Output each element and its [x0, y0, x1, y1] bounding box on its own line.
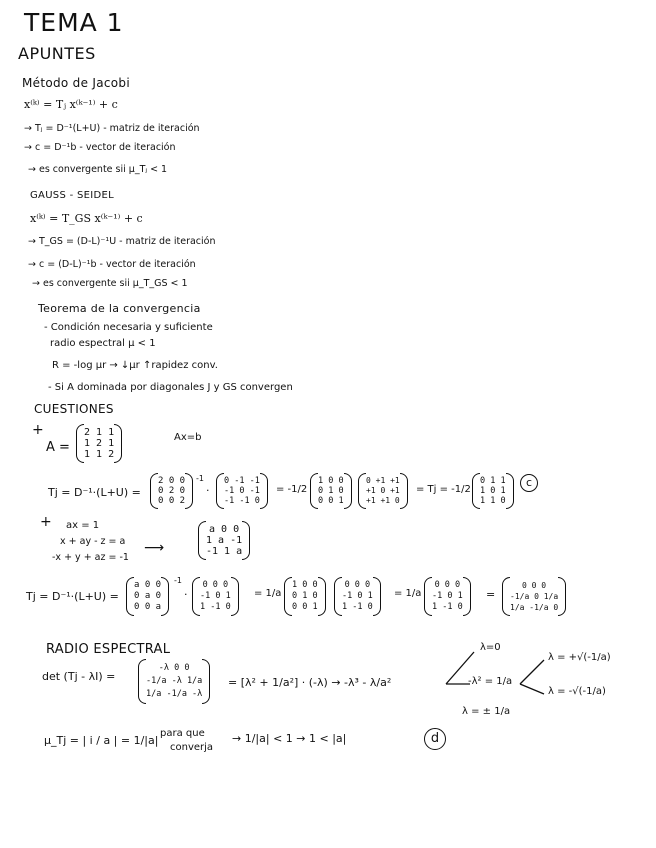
system-eq-2: x + ay - z = a [60, 536, 126, 547]
a-label: A = [46, 440, 70, 455]
mu-expression: μ_Tj = | i / a | = 1/|a| [44, 734, 159, 747]
answer-c-marker: c [520, 474, 538, 492]
tj2-matrix-lu: 0 0 0 -1 0 1 1 -1 0 [200, 580, 231, 613]
inverse-exp: -1 [196, 474, 204, 483]
matrix-lu-positive: 0 +1 +1 +1 0 +1 +1 +1 0 [366, 476, 400, 506]
tj2-dot: · [184, 588, 188, 601]
root-plus: λ = +√(-1/a) [548, 652, 611, 663]
tj2-matrix-d: a 0 0 0 a 0 0 0 a [134, 580, 161, 613]
gauss-heading: GAUSS - SEIDEL [30, 190, 114, 201]
plus-bullet-2: + [40, 514, 52, 530]
teorema-line-1: - Condición necesaria y suficiente [44, 322, 213, 333]
converja-label: converja [170, 742, 214, 753]
tj2-label: Tj = D⁻¹·(L+U) = [26, 590, 119, 603]
cuestiones-heading: CUESTIONES [34, 402, 114, 416]
branch-lambda-zero: λ=0 [480, 642, 501, 653]
dot-op: · [206, 484, 210, 497]
convergence-condition: → 1/|a| < 1 → 1 < |a| [232, 732, 347, 745]
tj2-matrix-final: 0 0 0 -1/a 0 1/a 1/a -1/a 0 [510, 580, 558, 613]
eq-half: = -1/2 [276, 484, 308, 495]
tj2-eq-2: = 1/a [394, 588, 422, 599]
gauss-line-3: → es convergente sii μ_T_GS < 1 [32, 278, 188, 289]
det-label: det (Tj - λI) = [42, 670, 116, 683]
plus-bullet: + [32, 422, 44, 438]
matrix-a: 2 1 1 1 2 1 1 1 2 [84, 427, 114, 460]
matrix-lu: 0 -1 -1 -1 0 -1 -1 -1 0 [224, 476, 260, 506]
system-arrow: ⟶ [144, 540, 165, 556]
branch-lambda-squared: -λ² = 1/a [468, 676, 513, 687]
tj2-exp: -1 [174, 576, 182, 585]
system-matrix: a 0 0 1 a -1 -1 1 a [206, 524, 242, 557]
jacobi-formula: x⁽ᵏ⁾ = Tⱼ x⁽ᵏ⁻¹⁾ + c [24, 98, 118, 111]
jacobi-heading: Método de Jacobi [22, 76, 130, 90]
answer-d-marker: d [424, 728, 446, 750]
teorema-line-3: R = -log μr → ↓μr ↑rapidez conv. [52, 360, 218, 371]
teorema-heading: Teorema de la convergencia [38, 302, 201, 315]
root-minus: λ = -√(-1/a) [548, 686, 606, 697]
matrix-tj-result: 0 1 1 1 0 1 1 1 0 [480, 476, 506, 506]
gauss-formula: x⁽ᵏ⁾ = T_GS x⁽ᵏ⁻¹⁾ + c [30, 212, 143, 225]
jacobi-line-1: → Tⱼ = D⁻¹(L+U) - matriz de iteración [24, 123, 200, 134]
det-expression: = [λ² + 1/a²] · (-λ) → -λ³ - λ/a² [228, 676, 392, 689]
system-eq-3: -x + y + az = -1 [52, 552, 129, 563]
teorema-line-4: - Si A dominada por diagonales J y GS convergen [48, 382, 293, 393]
jacobi-line-2: → c = D⁻¹b - vector de iteración [24, 142, 176, 153]
gauss-line-2: → c = (D-L)⁻¹b - vector de iteración [28, 259, 196, 270]
teorema-line-2: radio espectral μ < 1 [50, 338, 156, 349]
det-matrix: -λ 0 0 -1/a -λ 1/a 1/a -1/a -λ [146, 662, 202, 701]
tj2-matrix-lu-2: 0 0 0 -1 0 1 1 -1 0 [342, 580, 373, 613]
para-que-label: para que [160, 728, 205, 739]
tj-label: Tj = D⁻¹·(L+U) = [48, 486, 141, 499]
matrix-identity: 1 0 0 0 1 0 0 0 1 [318, 476, 344, 506]
radio-heading: RADIO ESPECTRAL [46, 642, 171, 657]
system-eq-1: ax = 1 [66, 520, 100, 531]
branch-lambda-pm: λ = ± 1/a [462, 706, 511, 717]
gauss-line-1: → T_GS = (D-L)⁻¹U - matriz de iteración [28, 236, 216, 247]
page-title: TEMA 1 [24, 8, 124, 37]
matrix-d: 2 0 0 0 2 0 0 0 2 [158, 476, 185, 506]
tj2-eq-3: = [486, 588, 496, 601]
tj2-eq-1: = 1/a [254, 588, 282, 599]
jacobi-line-3: → es convergente sii μ_Tⱼ < 1 [28, 164, 168, 175]
tj2-matrix-identity: 1 0 0 0 1 0 0 0 1 [292, 580, 318, 613]
axb-label: Ax=b [174, 432, 202, 443]
section-heading: APUNTES [18, 44, 96, 63]
eq-tj: = Tj = -1/2 [416, 484, 471, 495]
tj2-matrix-result: 0 0 0 -1 0 1 1 -1 0 [432, 580, 463, 613]
